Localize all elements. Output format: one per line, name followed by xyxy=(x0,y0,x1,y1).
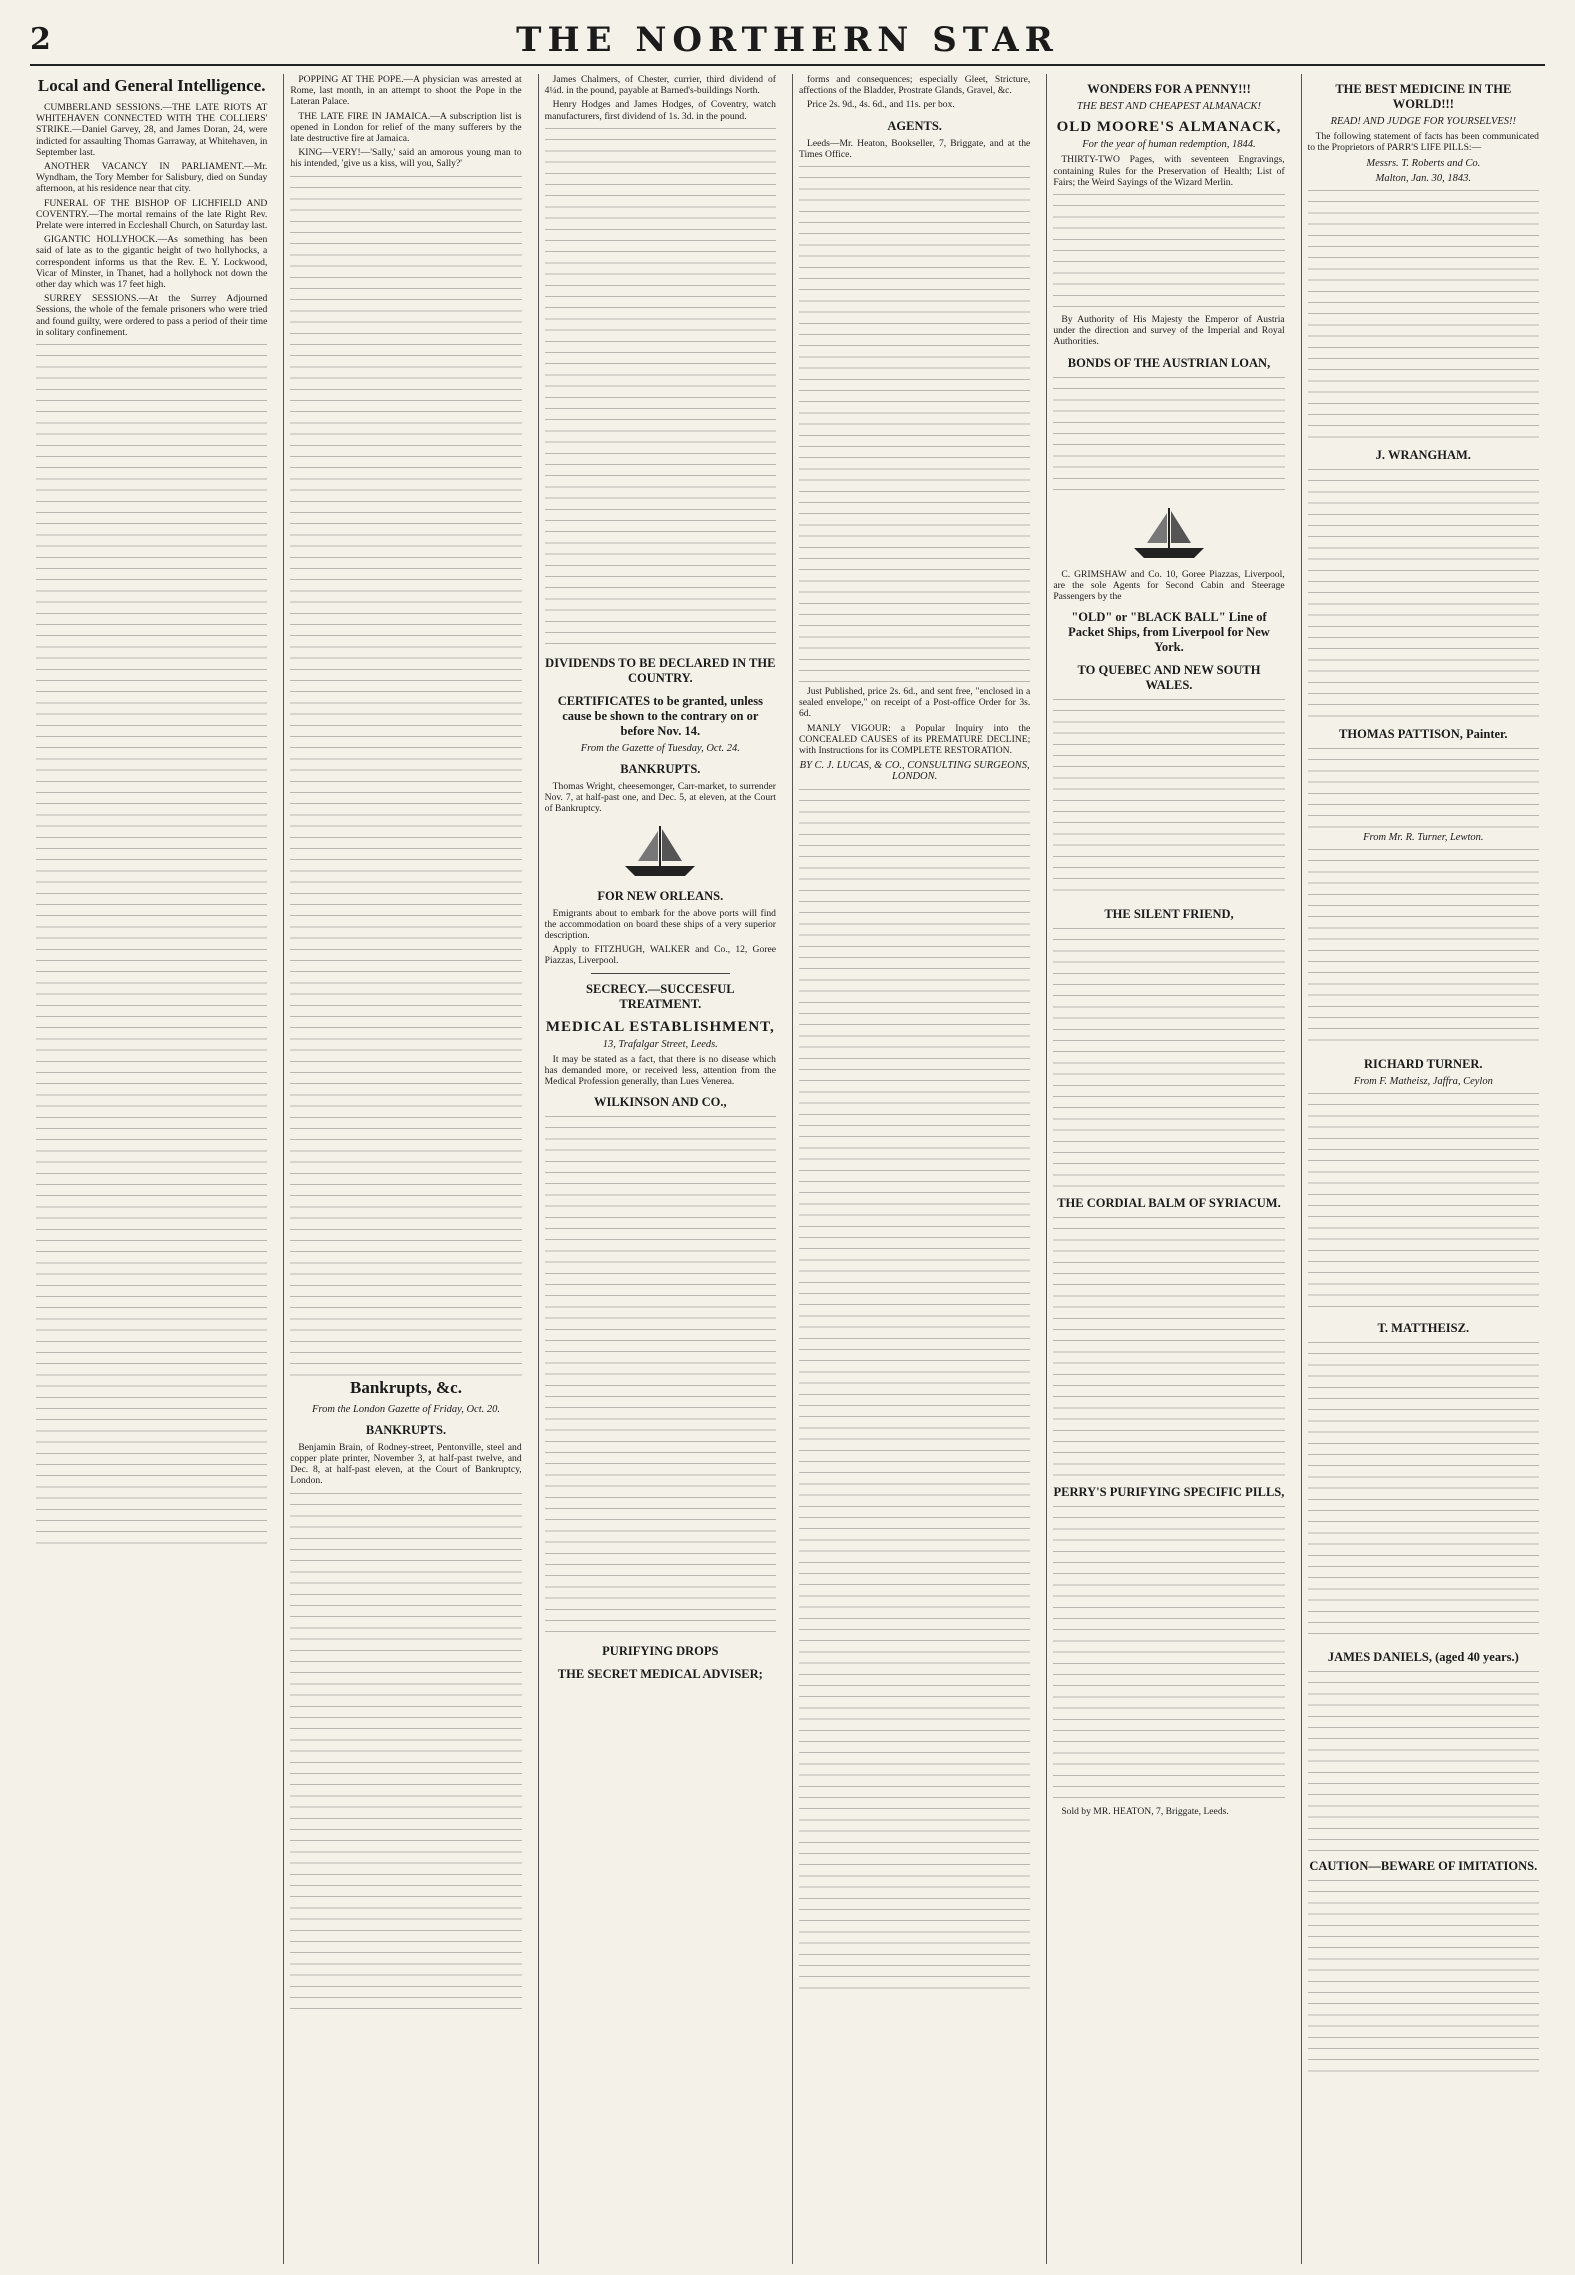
gazette-subheading: From the London Gazette of Friday, Oct. 20. xyxy=(311,1403,500,1415)
adviser-heading: THE SECRET MEDICAL ADVISER; xyxy=(557,1667,763,1682)
just-published: Just Published, price 2s. 6d., and sent free, "enclosed in a sealed envelope," on receipt of a Post-office Order for 3s. 6d. xyxy=(798,686,1031,720)
article-cumberland: CUMBERLAND SESSIONS.—THE LATE RIOTS AT WHITEHAVEN CONNECTED WITH THE COLLIERS' STRIKE.—Daniel Garvey, 28, and James Doran, 24, were indicted for assaulting Thomas Garraway, at Whitehaven, in September last. xyxy=(36,102,268,158)
article-king: KING—VERY!—'Sally,' said an amorous young man to his intended, 'give us a kiss, will you, Sally?' xyxy=(290,147,522,170)
manly-vigour: MANLY VIGOUR: a Popular Inquiry into the CONCEALED CAUSES of its PREMATURE DECLINE; with Instructions for its COMPLETE RESTORATION. xyxy=(798,722,1031,757)
bankrupts-label: BANKRUPTS. xyxy=(365,1422,447,1437)
column-4 xyxy=(792,74,1036,2264)
quebec-heading: TO QUEBEC AND NEW SOUTH WALES. xyxy=(1077,663,1261,693)
column-6 xyxy=(1301,74,1545,2264)
masthead xyxy=(30,18,1545,66)
secrecy-heading: SECRECY.—SUCCESFUL TREATMENT. xyxy=(586,981,735,1011)
cordial-balm-heading: THE CORDIAL BALM OF SYRIACUM. xyxy=(1057,1196,1281,1211)
ship-text: Emigrants about to embark for the above ports will find the accommodation on board these ships of a very superior description. xyxy=(544,907,776,942)
grimshaw-text: C. GRIMSHAW and Co. 10, Goree Piazzas, Liverpool, are the sole Agents for Second Cabin and Steerage Passengers by the xyxy=(1053,568,1285,603)
dividend-hodges: Henry Hodges and James Hodges, of Coventry, watch manufacturers, first dividend of 1s. 3d. in the pound. xyxy=(544,99,776,122)
body-text-block xyxy=(1308,748,1539,828)
sold-by: Sold by MR. HEATON, 7, Briggate, Leeds. xyxy=(1061,1806,1229,1818)
bonds-intro: By Authority of His Majesty the Emperor of Austria under the direction and survey of the Imperial and Royal Authorities. xyxy=(1053,314,1285,348)
medical-text: It may be stated as a fact, that there is no disease which has demanded more, or received less, attention from the Medical Profession generally, than Lues Venerea. xyxy=(544,1053,776,1088)
column-5 xyxy=(1046,74,1290,2264)
ship-illustration xyxy=(1053,503,1284,563)
body-text-block xyxy=(1308,1671,1539,1851)
caution-heading: CAUTION—BEWARE OF IMITATIONS. xyxy=(1309,1859,1538,1874)
column-3 xyxy=(538,74,782,2264)
body-text-block xyxy=(1053,928,1284,1188)
perry-pills-heading: PERRY'S PURIFYING SPECIFIC PILLS, xyxy=(1053,1485,1285,1500)
certificates-heading: CERTIFICATES to be granted, unless cause be shown to the contrary on or before Nov. 14. xyxy=(557,693,763,738)
local-intelligence-heading: Local and General Intelligence. xyxy=(37,76,266,95)
letter3-signature: RICHARD TURNER. xyxy=(1364,1057,1483,1072)
body-text-block xyxy=(36,344,267,1544)
body-text-block xyxy=(799,789,1030,1989)
medical-heading: MEDICAL ESTABLISHMENT, xyxy=(545,1018,775,1035)
article-price: Price 2s. 9d., 4s. 6d., and 11s. per box. xyxy=(806,99,955,111)
best-medicine-heading: THE BEST MEDICINE IN THE WORLD!!! xyxy=(1335,82,1512,111)
letter1-signature: J. WRANGHAM. xyxy=(1375,448,1471,463)
divider xyxy=(591,973,730,974)
paper-title: THE NORTHERN STAR xyxy=(516,20,1059,60)
bankrupts-text: Benjamin Brain, of Rodney-street, Pentonville, steel and copper plate printer, November 3, at half-past twelve, and Dec. 8, at half-past eleven, at the Court of Bankruptcy, London. xyxy=(290,1441,522,1487)
bonds-heading: BONDS OF THE AUSTRIAN LOAN, xyxy=(1067,355,1271,370)
body-text-block xyxy=(1308,469,1539,719)
silent-friend-heading: THE SILENT FRIEND, xyxy=(1104,907,1234,922)
letter3-from: From Mr. R. Turner, Lewton. xyxy=(1363,832,1484,844)
letter1-from: Messrs. T. Roberts and Co. xyxy=(1366,157,1481,169)
bankrupts-label: BANKRUPTS. xyxy=(620,762,701,777)
bankrupts-text: Thomas Wright, cheesemonger, Carr-market, to surrender Nov. 7, at half-past one, and Dec. 5, at eleven, at the Court of Bankruptcy. xyxy=(544,781,776,815)
read-judge-subheading: READ! AND JUDGE FOR YOURSELVES!! xyxy=(1330,116,1517,127)
body-text-block xyxy=(799,166,1030,686)
lucas-byline: BY C. J. LUCAS, & CO., CONSULTING SURGEONS, LONDON. xyxy=(799,760,1030,783)
article-funeral: FUNERAL OF THE BISHOP OF LICHFIELD AND COVENTRY.—The mortal remains of the late Right Rev. Prelate were interred in Eccleshall Church, on Saturday last. xyxy=(36,197,268,232)
body-text-block xyxy=(1308,1093,1539,1313)
column-1 xyxy=(30,74,273,2264)
sailing-ship-icon xyxy=(620,821,700,881)
body-text-block xyxy=(1308,1342,1539,1642)
article-hollyhock: GIGANTIC HOLLYHOCK.—As something has been said of late as to the gigantic height of two hollyhocks, a correspondent informs us that the Rev. E. Y. Lockwood, Vicar of Minster, in Thanet, had a hollyhock not down the other day which was 17 feet high. xyxy=(36,234,268,291)
page-number: 2 xyxy=(30,22,51,57)
letter4-signature: T. MATTHEISZ. xyxy=(1377,1321,1470,1336)
body-text-block xyxy=(1053,377,1284,497)
dividend-chalmers: James Chalmers, of Chester, currier, third dividend of 4¼d. in the pound, payable at Barned's-buildings North. xyxy=(544,74,776,97)
body-text-block xyxy=(1308,1880,1539,2080)
parrs-intro: The following statement of facts has been communicated to the Proprietors of PARR'S LIFE PILLS:— xyxy=(1307,131,1539,154)
sailing-ship-icon xyxy=(1129,503,1209,563)
ship-apply: Apply to FITZHUGH, WALKER and Co., 12, Goree Piazzas, Liverpool. xyxy=(544,944,776,967)
almanack-text: THIRTY-TWO Pages, with seventeen Engravings, containing Rules for the Preservation of Health; List of Fairs; the Weird Sayings of the Wizard Merlin. xyxy=(1053,154,1285,188)
body-text-block xyxy=(545,128,776,648)
letter4-from: From F. Matheisz, Jaffra, Ceylon xyxy=(1353,1076,1493,1088)
ship-illustration xyxy=(545,821,776,881)
purifying-heading: PURIFYING DROPS xyxy=(602,1644,719,1659)
body-text-block xyxy=(1053,1506,1284,1806)
article-pope: POPPING AT THE POPE.—A physician was arrested at Rome, last month, in an attempt to shoot the Pope in the Lateran Palace. xyxy=(290,74,522,108)
article-vacancy: ANOTHER VACANCY IN PARLIAMENT.—Mr. Wyndham, the Tory Member for Salisbury, died on Sunday afternoon, at his residence near that city. xyxy=(36,161,268,195)
body-text-block xyxy=(545,1116,776,1636)
body-text-block xyxy=(1053,1217,1284,1477)
agents-heading: AGENTS. xyxy=(887,118,942,133)
letter1-place: Malton, Jan. 30, 1843. xyxy=(1375,172,1471,184)
new-orleans-heading: FOR NEW ORLEANS. xyxy=(597,888,724,903)
wonders-heading: WONDERS FOR A PENNY!!! xyxy=(1087,82,1251,96)
article-forms: forms and consequences; especially Gleet, Stricture, affections of the Bladder, Prostrate Glands, Gravel, &c. xyxy=(798,74,1031,97)
bankrupts-heading: Bankrupts, &c. xyxy=(350,1377,462,1397)
body-text-block xyxy=(290,1493,521,2013)
article-surrey: SURREY SESSIONS.—At the Surrey Adjourned Sessions, the whole of the female prisoners who were tried and found guilty, were ordered to pass a period of their time in solitary confinement. xyxy=(36,293,268,338)
body-text-block xyxy=(290,176,521,1376)
body-text-block xyxy=(1308,190,1539,440)
body-text-block xyxy=(1053,699,1284,899)
agents-text: Leeds—Mr. Heaton, Bookseller, 7, Briggate, and at the Times Office. xyxy=(798,137,1031,160)
wilkinson-heading: WILKINSON AND CO., xyxy=(593,1095,727,1110)
letter5-signature: JAMES DANIELS, (aged 40 years.) xyxy=(1327,1650,1519,1665)
columns xyxy=(30,74,1545,2264)
gazette-subheading: From the Gazette of Tuesday, Oct. 24. xyxy=(580,742,740,754)
letter2-signature: THOMAS PATTISON, Painter. xyxy=(1339,727,1508,742)
medical-address: 13, Trafalgar Street, Leeds. xyxy=(602,1038,718,1050)
article-jamaica: THE LATE FIRE IN JAMAICA.—A subscription list is opened in London for relief of the many sufferers by the late destructive fire at Jamaica. xyxy=(290,110,522,145)
almanack-title: OLD MOORE'S ALMANACK, xyxy=(1056,119,1282,136)
column-2 xyxy=(283,74,527,2264)
body-text-block xyxy=(1053,194,1284,314)
almanack-subheading: THE BEST AND CHEAPEST ALMANACK! xyxy=(1076,101,1262,112)
body-text-block xyxy=(1308,849,1539,1049)
almanack-year: For the year of human redemption, 1844. xyxy=(1082,139,1256,151)
black-ball-heading: "OLD" or "BLACK BALL" Line of Packet Ships, from Liverpool for New York. xyxy=(1068,610,1270,655)
dividends-heading: DIVIDENDS TO BE DECLARED IN THE COUNTRY. xyxy=(545,655,776,685)
